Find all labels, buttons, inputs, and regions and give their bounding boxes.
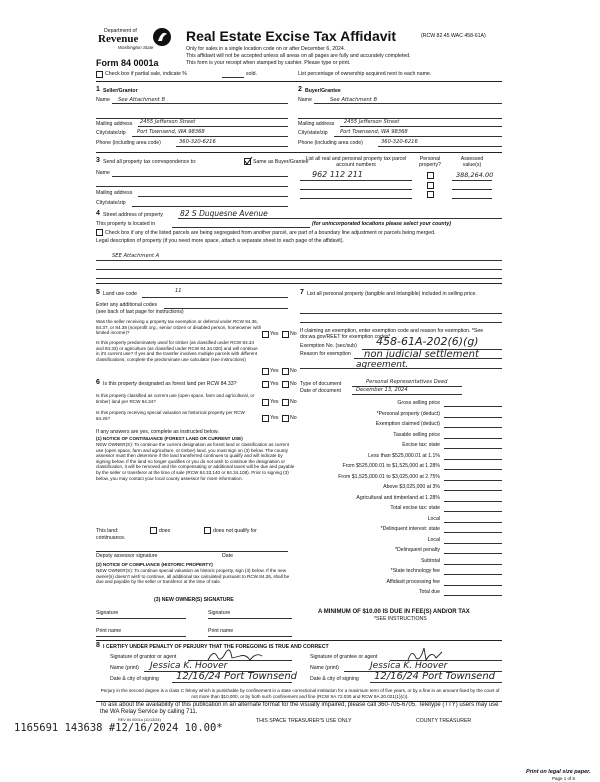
legal-line-2	[96, 269, 502, 270]
legal-size-note: Print on legal size paper.	[526, 769, 591, 775]
new-owner-signature-title: (3) NEW OWNER(S) SIGNATURE	[154, 597, 234, 603]
calc-row-amount-field[interactable]	[444, 574, 502, 575]
deputy-date-label: Date	[222, 553, 233, 559]
legal-description-value[interactable]: SEE Attachment A	[112, 253, 160, 259]
calc-row-amount-field[interactable]	[444, 595, 502, 596]
buyer-phone-label: Phone (including area code)	[298, 140, 363, 146]
notice-compliance-body: NEW OWNER(S): To continue special valuation as historic property, sign (3) below. If the new owner(s) doesn't wish to continue, all additional tax calculated pursuant to RCW 84.26, shall be due and payable by the seller or transferor at the time of sale.	[96, 568, 290, 585]
grantor-date-city-value[interactable]: 12/16/24 Port Townsend	[176, 671, 298, 682]
timber-question: Is this property predominately used for timber (as classified under RCW 84.34 and 84.33) or agriculture (as classified under RCW 84.34.020) and will continue in it's current use? If yes and the transfer involves multiple parcels with different classifications, complete the predominate use calculator (see instructions)	[96, 340, 258, 362]
notice-continuance-body: NEW OWNER(S): To continue the current designation as forest land or classification as current use (open space, farm and agriculture, or timber) land, you must sign on (3) below. The county assessor must then determine if the land transferred continues to qualify and will indicate by signing below. If the land no longer qualifies or you do not wish to continue the designation or classification, it will be removed and the compensating or additional taxes will be due and payable by the seller or transferor at the time of sale (RCW 84.33.140 or 84.34.108). Prior to signing (3) below, you may contact your local county assessor for more information.	[96, 442, 295, 481]
page-title: Real Estate Excise Tax Affidavit	[186, 28, 397, 44]
owner-signature-line-1[interactable]	[96, 618, 186, 619]
calc-row-label: Less than $525,000.01 at 1.1%	[368, 453, 440, 459]
calc-row-amount-field[interactable]	[444, 427, 502, 428]
notice-line-1: Only for sales in a single location code on or after December 6, 2024.	[186, 46, 346, 52]
personal-property-line-2[interactable]	[300, 322, 502, 323]
any-yes-label: If any answers are yes, complete as instructed below.	[96, 429, 219, 435]
section-6-number: 6	[96, 379, 100, 386]
legal-line-1	[96, 260, 502, 261]
seller-phone-label: Phone (including area code)	[96, 140, 161, 146]
additional-codes-label: Enter any additional codes	[96, 302, 158, 308]
partial-sale-checkbox[interactable]	[96, 71, 103, 78]
seller-heading: Seller/Grantor	[103, 88, 138, 94]
buyer-name-value[interactable]: See Attachment B	[330, 97, 378, 103]
grantor-name-label: Name (print)	[110, 665, 139, 671]
calc-row-amount-field[interactable]	[444, 564, 502, 565]
deputy-signature-line[interactable]	[96, 551, 288, 552]
form-number: Form 84 0001a	[96, 58, 159, 68]
personal-property-line-1[interactable]	[300, 313, 502, 314]
exemption-number-label: Exemption No. (sec/sub)	[300, 343, 357, 349]
this-land-label: This land:	[96, 528, 119, 534]
historic-yes-checkbox[interactable]	[262, 415, 269, 422]
seller-name-label: Name	[96, 97, 110, 103]
calc-row-label: *Delinquent interest: state	[380, 526, 440, 532]
open-space-question: Is this property classified as current use (open space, farm and agricultural, or timber) land per RCW 84.34?	[96, 393, 255, 404]
land-use-line	[142, 297, 288, 298]
buyer-city-line	[334, 136, 502, 137]
doc-type-label: Type of document	[300, 381, 342, 387]
deputy-signature-label: Deputy assessor signature	[96, 553, 158, 559]
timber-yes-checkbox[interactable]	[262, 368, 269, 375]
exemption-claim-label: If claiming an exemption, enter exemption code and reason for exemption. *See dor.wa.gov/REET for exemption codes*	[300, 328, 484, 341]
owner-signature-label-2: Signature	[208, 610, 231, 616]
dor-logo-icon	[152, 27, 172, 47]
calc-row-label: *State technology fee	[390, 568, 440, 574]
notice-line-3: This form is your receipt when stamped by cashier. Please type or print.	[186, 60, 351, 66]
section-2-number: 2	[298, 86, 302, 93]
forest-yes-checkbox[interactable]	[262, 381, 269, 388]
open-space-no-label: No	[290, 399, 297, 405]
assessed-line-2	[452, 189, 492, 190]
calc-row-amount-field[interactable]	[444, 438, 502, 439]
parcel-line-1	[300, 180, 412, 181]
buyer-mailing-value[interactable]: 2455 Jefferson Street	[344, 119, 400, 125]
open-space-yes-label: Yes	[270, 399, 279, 405]
forest-no-checkbox[interactable]	[282, 381, 289, 388]
revision-code: REV 84 0001a (11/13/24)	[118, 718, 161, 722]
calc-row-label: Excise tax: state	[402, 442, 440, 448]
reason-label: Reason for exemption	[300, 351, 351, 357]
historic-no-label: No	[290, 415, 297, 421]
segregated-label: Check box if any of the listed parcels are being segregated from another parcel, are part of a boundary line adjustment or parcels being merged.	[105, 230, 436, 236]
calc-row-amount-field[interactable]	[444, 406, 502, 407]
doc-date-label: Date of document	[300, 388, 341, 394]
calc-row-label: Total excise tax: state	[390, 505, 440, 511]
reason-line-1-value[interactable]: non judicial settlement	[364, 349, 479, 360]
buyer-mailing-line	[340, 126, 502, 127]
assessed-line-1	[452, 180, 492, 181]
street-address-value[interactable]: 82 S Duquesne Avenue	[180, 209, 268, 218]
grantor-signature-label: Signature of grantor or agent	[110, 654, 177, 660]
cashier-stamp: 1165691 143638 #12/16/2024 10.00*	[14, 722, 223, 734]
continuance-label: continuance.	[96, 535, 126, 541]
calc-row-label: Gross selling price	[397, 400, 440, 406]
timber-yes-label: Yes	[270, 368, 279, 374]
grantor-name-value[interactable]: Jessica K. Hoover	[150, 661, 228, 671]
seller-city-label: City/state/zip	[96, 130, 126, 136]
calc-row-label: *Delinquent penalty	[395, 547, 440, 553]
divider-2	[96, 152, 502, 153]
correspondence-label: Send all property tax correspondence to:	[103, 159, 197, 165]
same-as-buyer-label: Same as Buyer/Grantee	[253, 159, 309, 165]
seller-name-value[interactable]: See Attachment B	[118, 97, 166, 103]
see-instructions-label: *SEE INSTRUCTIONS	[374, 616, 427, 622]
calc-row-amount-field[interactable]	[444, 501, 502, 502]
calc-row-amount-field[interactable]	[444, 511, 502, 512]
calc-row-label: Affidavit processing fee	[386, 579, 440, 585]
correspondence-name-label: Name	[96, 170, 110, 176]
dor-logo	[96, 28, 186, 62]
grantee-date-city-line	[370, 682, 502, 683]
calc-row-label: From $525,000.01 to $1,525,000 at 1.28%	[342, 463, 440, 469]
personal-property-heading: List all personal property (tangible and intangible) included in selling price.	[307, 291, 477, 297]
page-number: Page 1 of 6	[552, 776, 576, 781]
seller-phone-value[interactable]: 360-320-6216	[179, 139, 216, 145]
correspondence-name-line-2[interactable]	[96, 186, 288, 187]
does-not-qualify-checkbox[interactable]	[204, 527, 211, 534]
calc-row-amount-field[interactable]	[444, 490, 502, 491]
buyer-phone-value[interactable]: 360-320-6216	[381, 139, 418, 145]
owner-print-label-1: Print name	[96, 628, 122, 634]
seller-city-line	[132, 136, 288, 137]
grantor-date-city-line	[172, 682, 292, 683]
exempt-no-label: No	[290, 331, 297, 337]
correspondence-name-line[interactable]	[112, 176, 288, 177]
segregated-checkbox[interactable]	[96, 229, 103, 236]
correspondence-mailing-line[interactable]	[138, 196, 288, 197]
calc-row-label: Taxable selling price	[393, 432, 440, 438]
notice-continuance-title: (1) NOTICE OF CONTINUANCE (FOREST LAND OR CURRENT USE)	[96, 436, 243, 441]
owner-print-line-2[interactable]	[208, 636, 292, 637]
notice-compliance-title: (2) NOTICE OF COMPLIANCE (HISTORIC PROPERTY)	[96, 562, 213, 567]
calc-row-label: Local	[427, 516, 440, 522]
divider-3	[96, 283, 502, 284]
grantee-name-label: Name (print)	[310, 665, 339, 671]
legal-description-label: Legal description of property (if you need more space, attach a separate sheet to each page of the affidavit).	[96, 238, 344, 244]
buyer-city-label: City/state/zip	[298, 130, 328, 136]
exempt-no-checkbox[interactable]	[282, 331, 289, 338]
doc-type-value[interactable]: Personal Representatives Deed	[366, 379, 448, 385]
calc-row-amount-field[interactable]	[444, 417, 502, 418]
divider-8	[96, 640, 502, 641]
dept-of-label: Department of	[104, 28, 137, 34]
forest-land-question: Is this property designated as forest land per RCW 84.33?	[103, 381, 237, 387]
calc-row-label: From $1,525,000.01 to $3,025,000 at 2.75%	[338, 474, 440, 480]
forest-no-label: No	[290, 381, 297, 387]
historic-yes-label: Yes	[270, 415, 279, 421]
does-not-label: does not qualify for	[213, 528, 257, 534]
buyer-city-value[interactable]: Port Townsend, WA 98368	[340, 129, 408, 135]
partial-sale-label: Check box if partial sale, indicate %	[105, 71, 187, 77]
historic-no-checkbox[interactable]	[282, 415, 289, 422]
owner-signature-label-1: Signature	[96, 610, 119, 616]
sold-label: sold.	[246, 71, 257, 77]
located-in-field[interactable]	[172, 227, 310, 228]
alternate-format-notice: To ask about the availability of this publication in an alternate format for the visually impaired, please call 360-705-6705. Teletype (TTY) users may use the WA Relay Service by calling 711.	[100, 702, 499, 715]
perjury-notice: Perjury in the second degree is a class C felony which is punishable by confinement in a state correctional institution for a maximum term of five years, or by a fine in an amount fixed by the court of not more than $10,000, or by both such confinement and fine (RCW 9A.72.030 and RCW 9A.20.021(1)(c)).	[100, 688, 500, 699]
grantee-date-city-value[interactable]: 12/16/24 Port Townsend	[374, 671, 496, 682]
parcel-number-1[interactable]: 962 112 211	[312, 170, 363, 179]
assessed-value-column-header: Assessed value(s)	[460, 156, 484, 169]
buyer-mailing-label: Mailing address	[298, 121, 335, 127]
calc-row-amount-field[interactable]	[444, 585, 502, 586]
grantee-signature-mark	[406, 646, 446, 662]
open-space-yes-checkbox[interactable]	[262, 399, 269, 406]
washington-state-label: Washington State	[118, 45, 154, 50]
assessed-value-1[interactable]: 388,264.00	[456, 171, 494, 179]
correspondence-city-label: City/state/zip	[96, 200, 126, 206]
grantor-date-city-label: Date & city of signing	[110, 676, 159, 682]
timber-no-label: No	[290, 368, 297, 374]
doc-date-value[interactable]: December 13, 2024	[356, 387, 408, 393]
minimum-fee-notice: A MINIMUM OF $10.00 IS DUE IN FEE(S) AND/OR TAX	[318, 609, 470, 615]
street-address-label: Street address of property	[103, 212, 163, 218]
timber-no-checkbox[interactable]	[282, 368, 289, 375]
land-use-label: Land use code	[103, 291, 138, 297]
reason-line-2-value[interactable]: agreement.	[356, 360, 409, 370]
exempt-yes-checkbox[interactable]	[262, 331, 269, 338]
grantee-signature-label: Signature of grantee or agent	[310, 654, 378, 660]
reason-line-2	[300, 368, 502, 369]
seller-mailing-value[interactable]: 2455 Jefferson Street	[140, 119, 196, 125]
open-space-no-checkbox[interactable]	[282, 399, 289, 406]
section-1-number: 1	[96, 86, 100, 93]
header-divider	[96, 81, 502, 82]
forest-yes-label: Yes	[270, 381, 279, 387]
doc-date-line	[352, 394, 462, 395]
calc-row-label: Above $3,025,000 at 3%	[383, 484, 440, 490]
calc-row-amount-field[interactable]	[444, 448, 502, 449]
personal-property-checkbox-1[interactable]	[427, 172, 434, 179]
buyer-name-label: Name	[298, 97, 312, 103]
calc-row-amount-field[interactable]	[444, 553, 502, 554]
calc-row-amount-field[interactable]	[444, 543, 502, 544]
calc-row-label: Exemption claimed (deduct)	[375, 421, 440, 427]
correspondence-mailing-label: Mailing address	[96, 190, 133, 196]
county-treasurer-label: COUNTY TREASURER	[416, 718, 472, 724]
owner-print-line-1[interactable]	[96, 636, 186, 637]
buyer-phone-line	[378, 146, 502, 147]
calc-row-amount-field[interactable]	[444, 459, 502, 460]
certify-statement: I CERTIFY UNDER PENALTY OF PERJURY THAT THE FOREGOING IS TRUE AND CORRECT	[103, 644, 329, 650]
exempt-yes-label: Yes	[270, 331, 279, 337]
rcw-reference: (RCW 82.45 WAC 458-61A)	[421, 33, 486, 39]
seller-mailing-line	[138, 126, 288, 127]
parcel-line-3	[300, 198, 412, 199]
grantee-date-city-label: Date & city of signing	[310, 676, 359, 682]
correspondence-city-line[interactable]	[132, 206, 288, 207]
calc-row-label: Local	[427, 537, 440, 543]
seller-city-value[interactable]: Port Townsend, WA 98368	[137, 129, 205, 135]
parcel-column-header: List all real and personal property tax parcel account numbers	[305, 156, 407, 169]
section-4-number: 4	[96, 210, 100, 217]
owner-print-label-2: Print name	[208, 628, 234, 634]
parcel-line-2	[300, 189, 412, 190]
grantee-name-value[interactable]: Jessica K. Hoover	[370, 661, 448, 671]
seller-phone-line	[176, 146, 288, 147]
personal-property-checkbox-2[interactable]	[427, 182, 434, 189]
section-7-number: 7	[300, 289, 304, 296]
owner-signature-line-2[interactable]	[208, 618, 292, 619]
does-qualify-checkbox[interactable]	[150, 527, 157, 534]
exemption-question: Was the seller receiving a property tax exemption or deferral under RCW 84.36, 84.37, or 84.38 (nonprofit org., senior citizen or disabled person, homeowner with limited income)?	[96, 319, 262, 336]
calc-row-amount-field[interactable]	[444, 522, 502, 523]
calc-row-amount-field[interactable]	[444, 480, 502, 481]
section-5-number: 5	[96, 289, 100, 296]
calc-row-amount-field[interactable]	[444, 532, 502, 533]
located-in-label: This property is located in	[96, 221, 156, 227]
revenue-label: Revenue	[98, 33, 139, 45]
seller-name-line	[112, 103, 288, 104]
buyer-heading: Buyer/Grantee	[305, 88, 341, 94]
notice-line-2: This affidavit will not be accepted unless all areas on all pages are fully and accurately completed.	[186, 53, 411, 59]
exemption-number-value[interactable]: 458-61A-202(6)(g)	[376, 335, 479, 348]
legal-line-3	[96, 278, 502, 279]
see-back-label: (see back of last page for instructions)	[96, 309, 184, 315]
calc-row-label: Total due	[418, 589, 440, 595]
calc-row-label: Subtotal	[420, 558, 440, 564]
same-as-buyer-check-icon	[244, 157, 252, 165]
land-use-value[interactable]: 11	[175, 288, 182, 294]
list-percentage-label: List percentage of ownership acquired next to each name.	[298, 71, 432, 77]
seller-mailing-label: Mailing address	[96, 121, 133, 127]
reason-line-1	[354, 358, 502, 359]
historic-question: Is this property receiving special valuation as historical property per RCW 84.26?	[96, 410, 245, 421]
personal-property-checkbox-3[interactable]	[427, 191, 434, 198]
buyer-name-line-2	[298, 118, 502, 119]
calc-row-label: Agricultural and timberland at 1.28%	[356, 495, 440, 501]
street-address-line	[178, 218, 502, 219]
section-3-number: 3	[96, 157, 100, 164]
does-label: does	[159, 528, 171, 534]
partial-percent-field[interactable]	[222, 77, 244, 78]
calc-row-label: *Personal property (deduct)	[376, 411, 440, 417]
section-8-number: 8	[96, 642, 100, 649]
treasurer-use-label: THIS SPACE TREASURER'S USE ONLY	[256, 718, 352, 724]
buyer-name-line	[314, 103, 502, 104]
located-in-note: (for unincorporated locations please select your county)	[312, 221, 451, 227]
assessed-line-3	[452, 198, 492, 199]
personal-property-column-header: Personal property?	[419, 156, 441, 169]
calc-row-amount-field[interactable]	[444, 469, 502, 470]
